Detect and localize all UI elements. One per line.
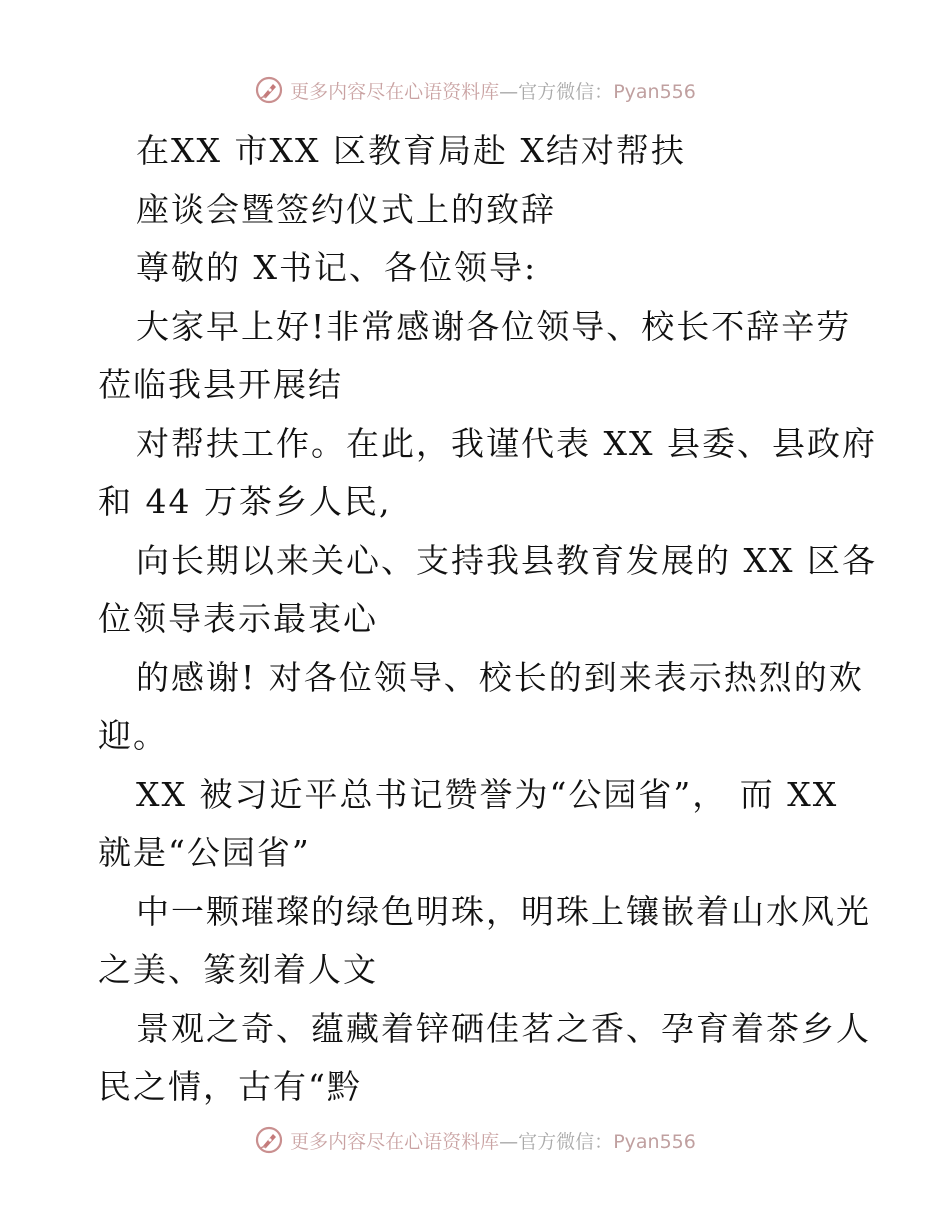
watermark-site-name: 更多内容尽在心语资料库 (290, 80, 500, 103)
document-line: 中一颗璀璨的绿色明珠，明珠上镶嵌着山水风光 (136, 891, 871, 931)
document-body (98, 122, 877, 1117)
document-line: 和 44 万茶乡人民, (98, 482, 392, 521)
document-line: XX 被习近平总书记赞誉为“公园省”， 而 XX (136, 774, 839, 814)
watermark-site-name: 更多内容尽在心语资料库 (290, 1130, 500, 1153)
footer-watermark (0, 1120, 950, 1160)
document-line: 就是“公园省” (98, 833, 311, 872)
document-line: 向长期以来关心、支持我县教育发展的 XX 区各 (136, 540, 877, 580)
document-line: 莅临我县开展结 (98, 365, 343, 404)
watermark-group (254, 75, 696, 105)
document-line: 的感谢! 对各位领导、校长的到来表示热烈的欢 (136, 657, 864, 697)
document-line: 民之情，古有“黔 (98, 1067, 362, 1106)
document-line: 迎。 (98, 716, 168, 755)
watermark-wechat-id: Pyan556 (613, 80, 696, 103)
watermark-separator: —官方微信： (499, 1130, 614, 1153)
document-line: 之美、篆刻着人文 (98, 950, 378, 989)
document-line: 在XX 市XX 区教育局赴 X结对帮扶 (136, 131, 686, 170)
header-watermark (0, 70, 950, 110)
document-line: 位领导表示最衷心 (98, 599, 378, 638)
document-line: 尊敬的 X书记、各位领导: (136, 248, 538, 287)
watermark-text (290, 1127, 696, 1154)
watermark-group (254, 1125, 696, 1155)
document-line: 景观之奇、蕴藏着锌硒佳茗之香、孕育着茶乡人 (136, 1008, 871, 1048)
watermark-separator: —官方微信： (499, 80, 614, 103)
document-line: 座谈会暨签约仪式上的致辞 (136, 189, 556, 229)
pen-nib-circle-icon (254, 75, 284, 105)
document-line: 大家早上好!非常感谢各位领导、校长不辞辛劳 (136, 306, 852, 346)
document-line: 对帮扶工作。在此，我谨代表 XX 县委、县政府 (136, 423, 877, 463)
watermark-text (290, 77, 696, 104)
watermark-wechat-id: Pyan556 (613, 1130, 696, 1153)
pen-nib-circle-icon (254, 1125, 284, 1155)
